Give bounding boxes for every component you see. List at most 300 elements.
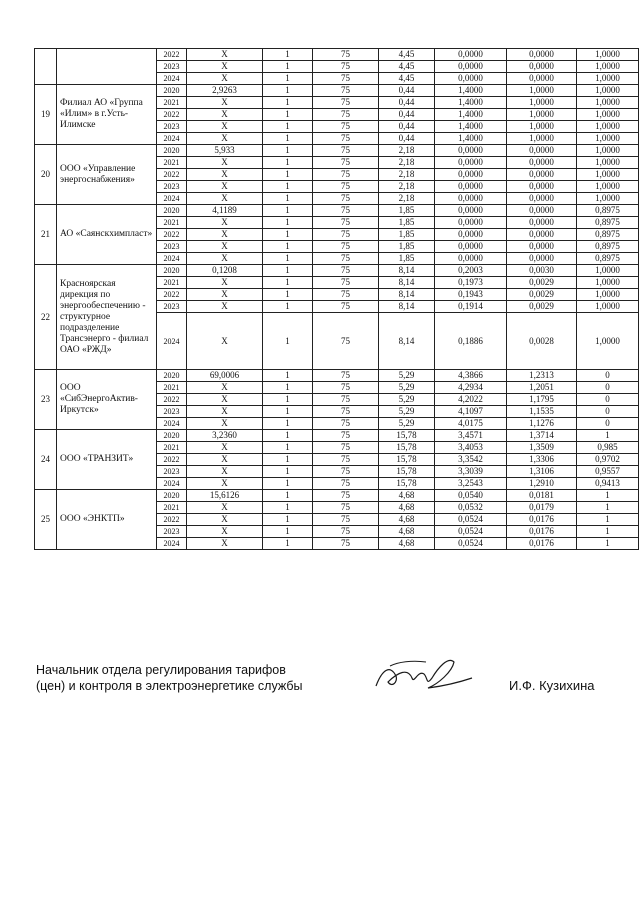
value-col-1: X <box>187 217 263 229</box>
value-col-2: 1 <box>263 277 313 289</box>
value-col-1: X <box>187 289 263 301</box>
value-col-5: 0,0000 <box>435 253 507 265</box>
year-cell: 2021 <box>157 97 187 109</box>
row-number <box>35 49 57 85</box>
value-col-1: X <box>187 382 263 394</box>
year-cell: 2021 <box>157 382 187 394</box>
value-col-7: 1,0000 <box>577 61 639 73</box>
value-col-7: 0 <box>577 382 639 394</box>
value-col-1: X <box>187 454 263 466</box>
organization-name <box>57 49 157 85</box>
value-col-2: 1 <box>263 478 313 490</box>
value-col-6: 0,0029 <box>507 289 577 301</box>
value-col-2: 1 <box>263 301 313 313</box>
year-cell: 2022 <box>157 454 187 466</box>
value-col-7: 1,0000 <box>577 49 639 61</box>
value-col-7: 0 <box>577 406 639 418</box>
value-col-4: 4,68 <box>379 538 435 550</box>
year-cell: 2020 <box>157 205 187 217</box>
value-col-2: 1 <box>263 157 313 169</box>
value-col-4: 0,44 <box>379 109 435 121</box>
value-col-1: X <box>187 49 263 61</box>
value-col-2: 1 <box>263 538 313 550</box>
year-cell: 2022 <box>157 169 187 181</box>
value-col-7: 0,9557 <box>577 466 639 478</box>
organization-name: ООО «ЭНКТП» <box>57 490 157 550</box>
value-col-3: 75 <box>313 301 379 313</box>
year-cell: 2020 <box>157 430 187 442</box>
value-col-3: 75 <box>313 169 379 181</box>
value-col-6: 0,0000 <box>507 229 577 241</box>
value-col-2: 1 <box>263 514 313 526</box>
value-col-1: X <box>187 514 263 526</box>
value-col-2: 1 <box>263 502 313 514</box>
row-number: 19 <box>35 85 57 145</box>
value-col-4: 8,14 <box>379 289 435 301</box>
value-col-2: 1 <box>263 61 313 73</box>
value-col-4: 2,18 <box>379 145 435 157</box>
year-cell: 2021 <box>157 277 187 289</box>
year-cell: 2023 <box>157 466 187 478</box>
value-col-5: 0,0000 <box>435 169 507 181</box>
value-col-5: 0,1973 <box>435 277 507 289</box>
signature-block <box>36 662 336 694</box>
value-col-6: 1,0000 <box>507 85 577 97</box>
value-col-6: 1,1276 <box>507 418 577 430</box>
value-col-7: 1 <box>577 490 639 502</box>
year-cell: 2021 <box>157 217 187 229</box>
value-col-3: 75 <box>313 454 379 466</box>
value-col-2: 1 <box>263 97 313 109</box>
value-col-7: 1,0000 <box>577 169 639 181</box>
year-cell: 2023 <box>157 301 187 313</box>
value-col-2: 1 <box>263 133 313 145</box>
value-col-7: 1,0000 <box>577 121 639 133</box>
value-col-4: 2,18 <box>379 181 435 193</box>
year-cell: 2023 <box>157 61 187 73</box>
value-col-4: 4,45 <box>379 49 435 61</box>
value-col-6: 0,0176 <box>507 514 577 526</box>
value-col-2: 1 <box>263 313 313 370</box>
value-col-2: 1 <box>263 217 313 229</box>
value-col-4: 15,78 <box>379 454 435 466</box>
value-col-2: 1 <box>263 229 313 241</box>
value-col-6: 1,0000 <box>507 97 577 109</box>
value-col-4: 4,68 <box>379 526 435 538</box>
value-col-3: 75 <box>313 382 379 394</box>
value-col-5: 0,0000 <box>435 229 507 241</box>
value-col-6: 0,0179 <box>507 502 577 514</box>
value-col-4: 0,44 <box>379 121 435 133</box>
value-col-4: 5,29 <box>379 394 435 406</box>
value-col-4: 0,44 <box>379 97 435 109</box>
year-cell: 2022 <box>157 514 187 526</box>
organization-name: ООО «СибЭнергоАктив-Иркутск» <box>57 370 157 430</box>
value-col-1: 3,2360 <box>187 430 263 442</box>
value-col-6: 1,2313 <box>507 370 577 382</box>
value-col-1: 5,933 <box>187 145 263 157</box>
value-col-2: 1 <box>263 289 313 301</box>
value-col-7: 1,0000 <box>577 133 639 145</box>
year-cell: 2021 <box>157 442 187 454</box>
value-col-3: 75 <box>313 85 379 97</box>
value-col-5: 0,0000 <box>435 241 507 253</box>
value-col-4: 15,78 <box>379 430 435 442</box>
value-col-1: X <box>187 193 263 205</box>
value-col-7: 1,0000 <box>577 85 639 97</box>
value-col-2: 1 <box>263 109 313 121</box>
value-col-1: X <box>187 253 263 265</box>
value-col-1: X <box>187 526 263 538</box>
row-number: 20 <box>35 145 57 205</box>
value-col-4: 1,85 <box>379 217 435 229</box>
value-col-2: 1 <box>263 430 313 442</box>
value-col-6: 0,0029 <box>507 277 577 289</box>
value-col-2: 1 <box>263 454 313 466</box>
value-col-5: 0,0000 <box>435 217 507 229</box>
value-col-2: 1 <box>263 193 313 205</box>
value-col-7: 0 <box>577 394 639 406</box>
value-col-5: 0,1886 <box>435 313 507 370</box>
value-col-2: 1 <box>263 394 313 406</box>
value-col-1: 0,1208 <box>187 265 263 277</box>
year-cell: 2023 <box>157 241 187 253</box>
value-col-5: 0,0000 <box>435 145 507 157</box>
value-col-5: 1,4000 <box>435 109 507 121</box>
value-col-4: 5,29 <box>379 406 435 418</box>
value-col-2: 1 <box>263 466 313 478</box>
value-col-6: 1,0000 <box>507 121 577 133</box>
value-col-6: 0,0029 <box>507 301 577 313</box>
value-col-6: 0,0000 <box>507 205 577 217</box>
value-col-4: 8,14 <box>379 301 435 313</box>
value-col-3: 75 <box>313 49 379 61</box>
value-col-3: 75 <box>313 277 379 289</box>
value-col-6: 0,0181 <box>507 490 577 502</box>
value-col-3: 75 <box>313 430 379 442</box>
tariff-table <box>34 48 639 550</box>
row-number: 25 <box>35 490 57 550</box>
position-line-2: (цен) и контроля в электроэнергетике службы <box>36 679 303 693</box>
year-cell: 2020 <box>157 370 187 382</box>
value-col-3: 75 <box>313 157 379 169</box>
table-row <box>35 265 639 277</box>
value-col-5: 0,0000 <box>435 205 507 217</box>
value-col-6: 1,0000 <box>507 109 577 121</box>
value-col-4: 8,14 <box>379 277 435 289</box>
value-col-1: X <box>187 109 263 121</box>
table-row <box>35 490 639 502</box>
value-col-6: 0,0000 <box>507 49 577 61</box>
value-col-1: 69,0006 <box>187 370 263 382</box>
value-col-7: 1,0000 <box>577 73 639 85</box>
value-col-3: 75 <box>313 181 379 193</box>
value-col-2: 1 <box>263 418 313 430</box>
value-col-3: 75 <box>313 253 379 265</box>
value-col-1: X <box>187 418 263 430</box>
value-col-5: 0,0524 <box>435 526 507 538</box>
value-col-3: 75 <box>313 217 379 229</box>
value-col-2: 1 <box>263 85 313 97</box>
value-col-3: 75 <box>313 241 379 253</box>
value-col-1: X <box>187 157 263 169</box>
value-col-2: 1 <box>263 49 313 61</box>
year-cell: 2024 <box>157 418 187 430</box>
value-col-7: 1,0000 <box>577 265 639 277</box>
value-col-3: 75 <box>313 265 379 277</box>
value-col-1: X <box>187 466 263 478</box>
value-col-7: 1,0000 <box>577 97 639 109</box>
value-col-5: 0,1914 <box>435 301 507 313</box>
value-col-1: X <box>187 442 263 454</box>
value-col-2: 1 <box>263 382 313 394</box>
value-col-4: 8,14 <box>379 265 435 277</box>
value-col-1: X <box>187 241 263 253</box>
year-cell: 2022 <box>157 49 187 61</box>
value-col-3: 75 <box>313 313 379 370</box>
value-col-4: 4,45 <box>379 61 435 73</box>
value-col-6: 0,0000 <box>507 181 577 193</box>
value-col-7: 1 <box>577 430 639 442</box>
organization-name: АО «Саянскхимпласт» <box>57 205 157 265</box>
year-cell: 2024 <box>157 313 187 370</box>
value-col-2: 1 <box>263 490 313 502</box>
value-col-7: 1,0000 <box>577 289 639 301</box>
value-col-3: 75 <box>313 370 379 382</box>
value-col-3: 75 <box>313 61 379 73</box>
value-col-3: 75 <box>313 97 379 109</box>
organization-name: Красноярская дирекция по энергообеспечению - структурное подразделение Трансэнерго - филиал ОАО «РЖД» <box>57 265 157 370</box>
value-col-3: 75 <box>313 490 379 502</box>
value-col-5: 3,4571 <box>435 430 507 442</box>
table-row <box>35 145 639 157</box>
year-cell: 2023 <box>157 406 187 418</box>
value-col-5: 3,3039 <box>435 466 507 478</box>
value-col-6: 1,3509 <box>507 442 577 454</box>
value-col-4: 15,78 <box>379 442 435 454</box>
value-col-6: 1,3306 <box>507 454 577 466</box>
year-cell: 2022 <box>157 109 187 121</box>
value-col-7: 1 <box>577 502 639 514</box>
table-row <box>35 430 639 442</box>
value-col-2: 1 <box>263 442 313 454</box>
value-col-3: 75 <box>313 418 379 430</box>
value-col-2: 1 <box>263 265 313 277</box>
value-col-6: 1,2051 <box>507 382 577 394</box>
year-cell: 2024 <box>157 193 187 205</box>
value-col-1: X <box>187 73 263 85</box>
year-cell: 2020 <box>157 490 187 502</box>
value-col-6: 1,3714 <box>507 430 577 442</box>
year-cell: 2023 <box>157 121 187 133</box>
value-col-6: 0,0000 <box>507 157 577 169</box>
table-row <box>35 205 639 217</box>
value-col-4: 2,18 <box>379 193 435 205</box>
value-col-1: 4,1189 <box>187 205 263 217</box>
value-col-4: 5,29 <box>379 382 435 394</box>
value-col-4: 5,29 <box>379 418 435 430</box>
value-col-6: 0,0000 <box>507 217 577 229</box>
value-col-3: 75 <box>313 394 379 406</box>
value-col-5: 0,0524 <box>435 514 507 526</box>
value-col-5: 4,2934 <box>435 382 507 394</box>
value-col-6: 0,0176 <box>507 538 577 550</box>
value-col-1: X <box>187 478 263 490</box>
value-col-7: 0,8975 <box>577 253 639 265</box>
value-col-2: 1 <box>263 241 313 253</box>
value-col-3: 75 <box>313 526 379 538</box>
value-col-3: 75 <box>313 514 379 526</box>
value-col-4: 15,78 <box>379 466 435 478</box>
year-cell: 2020 <box>157 265 187 277</box>
value-col-3: 75 <box>313 121 379 133</box>
value-col-5: 0,0000 <box>435 73 507 85</box>
value-col-7: 1,0000 <box>577 301 639 313</box>
value-col-2: 1 <box>263 145 313 157</box>
value-col-2: 1 <box>263 526 313 538</box>
value-col-3: 75 <box>313 406 379 418</box>
value-col-4: 1,85 <box>379 253 435 265</box>
table-row <box>35 370 639 382</box>
value-col-4: 1,85 <box>379 205 435 217</box>
value-col-2: 1 <box>263 406 313 418</box>
value-col-3: 75 <box>313 193 379 205</box>
row-number: 22 <box>35 265 57 370</box>
value-col-1: X <box>187 61 263 73</box>
value-col-1: X <box>187 277 263 289</box>
value-col-6: 1,2910 <box>507 478 577 490</box>
value-col-5: 4,3866 <box>435 370 507 382</box>
value-col-5: 3,4053 <box>435 442 507 454</box>
year-cell: 2021 <box>157 502 187 514</box>
value-col-7: 0,8975 <box>577 229 639 241</box>
value-col-7: 1,0000 <box>577 157 639 169</box>
value-col-5: 0,0540 <box>435 490 507 502</box>
value-col-3: 75 <box>313 229 379 241</box>
value-col-4: 0,44 <box>379 133 435 145</box>
value-col-4: 4,68 <box>379 502 435 514</box>
value-col-7: 1,0000 <box>577 145 639 157</box>
value-col-3: 75 <box>313 466 379 478</box>
value-col-6: 0,0028 <box>507 313 577 370</box>
value-col-5: 4,0175 <box>435 418 507 430</box>
value-col-6: 1,0000 <box>507 133 577 145</box>
year-cell: 2024 <box>157 73 187 85</box>
value-col-4: 2,18 <box>379 157 435 169</box>
value-col-3: 75 <box>313 109 379 121</box>
year-cell: 2024 <box>157 478 187 490</box>
value-col-5: 3,2543 <box>435 478 507 490</box>
value-col-7: 1 <box>577 538 639 550</box>
value-col-1: X <box>187 394 263 406</box>
value-col-5: 0,0000 <box>435 181 507 193</box>
value-col-7: 0,8975 <box>577 241 639 253</box>
value-col-5: 0,1943 <box>435 289 507 301</box>
value-col-7: 1 <box>577 526 639 538</box>
year-cell: 2020 <box>157 145 187 157</box>
year-cell: 2024 <box>157 253 187 265</box>
value-col-1: X <box>187 502 263 514</box>
value-col-4: 1,85 <box>379 229 435 241</box>
year-cell: 2023 <box>157 181 187 193</box>
value-col-4: 4,68 <box>379 514 435 526</box>
value-col-1: X <box>187 301 263 313</box>
value-col-1: X <box>187 169 263 181</box>
value-col-2: 1 <box>263 205 313 217</box>
value-col-5: 0,0000 <box>435 49 507 61</box>
value-col-1: X <box>187 538 263 550</box>
value-col-1: X <box>187 133 263 145</box>
year-cell: 2020 <box>157 85 187 97</box>
value-col-1: X <box>187 313 263 370</box>
value-col-6: 0,0000 <box>507 193 577 205</box>
value-col-3: 75 <box>313 502 379 514</box>
value-col-7: 0 <box>577 370 639 382</box>
value-col-6: 0,0000 <box>507 169 577 181</box>
value-col-7: 0,8975 <box>577 217 639 229</box>
value-col-6: 0,0000 <box>507 253 577 265</box>
value-col-5: 1,4000 <box>435 85 507 97</box>
year-cell: 2023 <box>157 526 187 538</box>
row-number: 21 <box>35 205 57 265</box>
value-col-6: 1,1535 <box>507 406 577 418</box>
value-col-7: 1 <box>577 514 639 526</box>
value-col-3: 75 <box>313 205 379 217</box>
value-col-7: 0,985 <box>577 442 639 454</box>
year-cell: 2022 <box>157 229 187 241</box>
year-cell: 2021 <box>157 157 187 169</box>
value-col-3: 75 <box>313 145 379 157</box>
value-col-4: 8,14 <box>379 313 435 370</box>
value-col-3: 75 <box>313 73 379 85</box>
organization-name: ООО «Управление энергоснабжения» <box>57 145 157 205</box>
value-col-5: 0,0000 <box>435 157 507 169</box>
value-col-5: 1,4000 <box>435 133 507 145</box>
value-col-7: 1,0000 <box>577 313 639 370</box>
value-col-6: 0,0030 <box>507 265 577 277</box>
value-col-1: X <box>187 229 263 241</box>
value-col-2: 1 <box>263 181 313 193</box>
value-col-7: 0,9702 <box>577 454 639 466</box>
value-col-6: 0,0000 <box>507 61 577 73</box>
organization-name: Филиал АО «Группа «Илим» в г.Усть-Илимске <box>57 85 157 145</box>
value-col-2: 1 <box>263 121 313 133</box>
value-col-4: 0,44 <box>379 85 435 97</box>
table-body <box>35 49 639 550</box>
year-cell: 2024 <box>157 133 187 145</box>
table-row <box>35 85 639 97</box>
handwritten-signature <box>368 648 478 698</box>
value-col-7: 1,0000 <box>577 277 639 289</box>
value-col-4: 1,85 <box>379 241 435 253</box>
value-col-1: X <box>187 181 263 193</box>
position-line-1: Начальник отдела регулирования тарифов <box>36 663 286 677</box>
value-col-1: X <box>187 121 263 133</box>
year-cell: 2022 <box>157 394 187 406</box>
value-col-2: 1 <box>263 169 313 181</box>
value-col-5: 0,2003 <box>435 265 507 277</box>
value-col-4: 2,18 <box>379 169 435 181</box>
value-col-5: 0,0524 <box>435 538 507 550</box>
value-col-5: 4,1097 <box>435 406 507 418</box>
value-col-6: 0,0000 <box>507 241 577 253</box>
year-cell: 2022 <box>157 289 187 301</box>
value-col-1: X <box>187 406 263 418</box>
value-col-4: 4,68 <box>379 490 435 502</box>
year-cell: 2024 <box>157 538 187 550</box>
value-col-2: 1 <box>263 253 313 265</box>
value-col-3: 75 <box>313 478 379 490</box>
